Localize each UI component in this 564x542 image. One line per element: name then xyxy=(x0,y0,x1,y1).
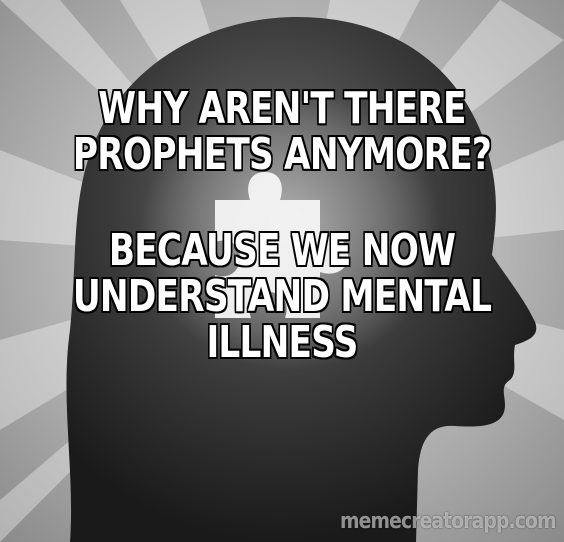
top-caption: WHY AREN'T THERE PROPHETS ANYMORE? xyxy=(72,83,492,181)
watermark: memecreatorapp.com xyxy=(340,509,556,534)
bottom-caption: BECAUSE WE NOW UNDERSTAND MENTAL ILLNESS xyxy=(72,225,492,369)
